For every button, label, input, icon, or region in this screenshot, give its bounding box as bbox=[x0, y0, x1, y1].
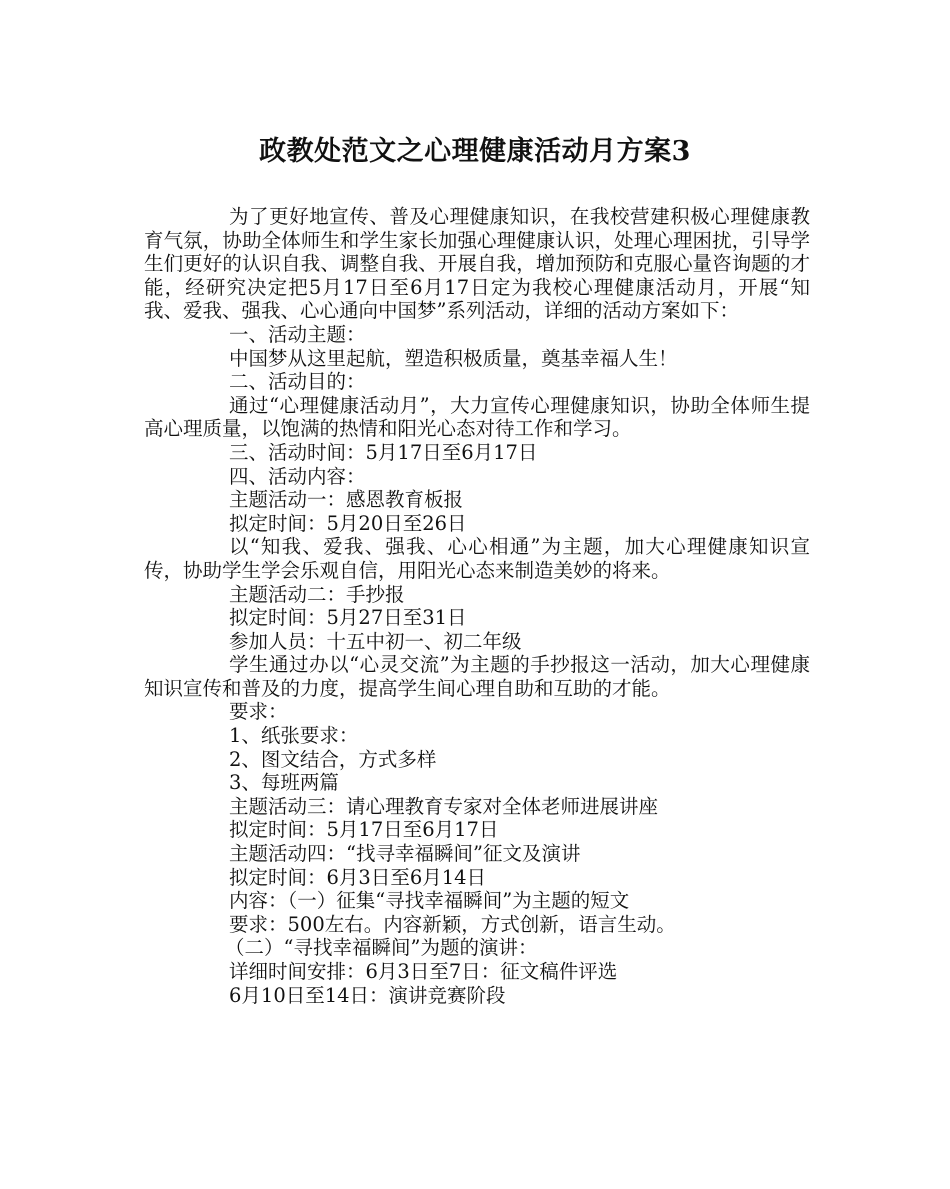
schedule-line-1: 详细时间安排：6月3日至7日：征文稿件评选 bbox=[229, 960, 618, 983]
requirement-3: 3、每班两篇 bbox=[229, 771, 339, 795]
requirements-heading: 要求： bbox=[229, 700, 288, 724]
requirement-2: 2、图文结合，方式多样 bbox=[229, 747, 437, 771]
document-body bbox=[144, 205, 810, 1007]
section4-heading: 四、活动内容： bbox=[229, 464, 366, 488]
activity2-time: 拟定时间：5月27日至31日 bbox=[229, 606, 467, 630]
activity1-paragraph: 以“知我、爱我、强我、心心相通”为主题，加大心理健康知识宣传，协助学生学会乐观自信，用阳光心态来制造美妙的将来。 bbox=[144, 535, 810, 582]
activity3-time: 拟定时间：5月17日至6月17日 bbox=[229, 818, 499, 842]
activity4-time: 拟定时间：6月3日至6月14日 bbox=[229, 865, 487, 889]
requirement-1: 1、纸张要求： bbox=[229, 724, 359, 748]
section1-text: 中国梦从这里起航，塑造积极质量，奠基幸福人生！ bbox=[229, 346, 678, 370]
document-title: 政教处范文之心理健康活动月方案3 bbox=[259, 136, 691, 167]
activity4-speech: （二）“寻找幸福瞬间”为题的演讲： bbox=[225, 936, 538, 960]
activity1-time: 拟定时间：5月20日至26日 bbox=[229, 511, 467, 535]
activity4-requirement: 要求：500左右。内容新颖，方式创新，语言生动。 bbox=[229, 912, 676, 936]
activity2-paragraph: 学生通过办以“心灵交流”为主题的手抄报这一活动，加大心理健康知识宣传和普及的力度，提高学生间心理自助和互助的才能。 bbox=[144, 653, 810, 700]
schedule-line-2: 6月10日至14日：演讲竞赛阶段 bbox=[229, 983, 506, 1007]
activity4-content: 内容：（一）征集“寻找幸福瞬间”为主题的短文 bbox=[229, 889, 630, 913]
activity2-heading: 主题活动二：手抄报 bbox=[229, 582, 405, 606]
activity1-heading: 主题活动一：感恩教育板报 bbox=[229, 488, 464, 512]
section2-heading: 二、活动目的： bbox=[229, 370, 366, 394]
activity4-heading: 主题活动四：“找寻幸福瞬间”征文及演讲 bbox=[229, 842, 581, 866]
section1-heading: 一、活动主题： bbox=[229, 322, 366, 346]
section3-heading: 三、活动时间：5月17日至6月17日 bbox=[229, 440, 538, 464]
activity3-heading: 主题活动三：请心理教育专家对全体老师进展讲座 bbox=[229, 794, 659, 818]
section2-paragraph: 通过“心理健康活动月”，大力宣传心理健康知识，协助全体师生提高心理质量，以饱满的热情和阳光心态对待工作和学习。 bbox=[144, 393, 810, 441]
activity2-participants: 参加人员：十五中初一、初二年级 bbox=[229, 629, 522, 653]
intro-paragraph: 为了更好地宣传、普及心理健康知识，在我校营建积极心理健康教育气氛，协助全体师生和学生家长加强心理健康认识，处理心理困扰，引导学生们更好的认识自我、调整自我、开展自我，增加预防和克服心量咨询题的才能，经研究决定把5月17日至6月17日定为我校心理健康活动月，开展“知我、爱我、强我、心心通向中国梦”系列活动，详细的活动方案如下： bbox=[144, 205, 810, 323]
